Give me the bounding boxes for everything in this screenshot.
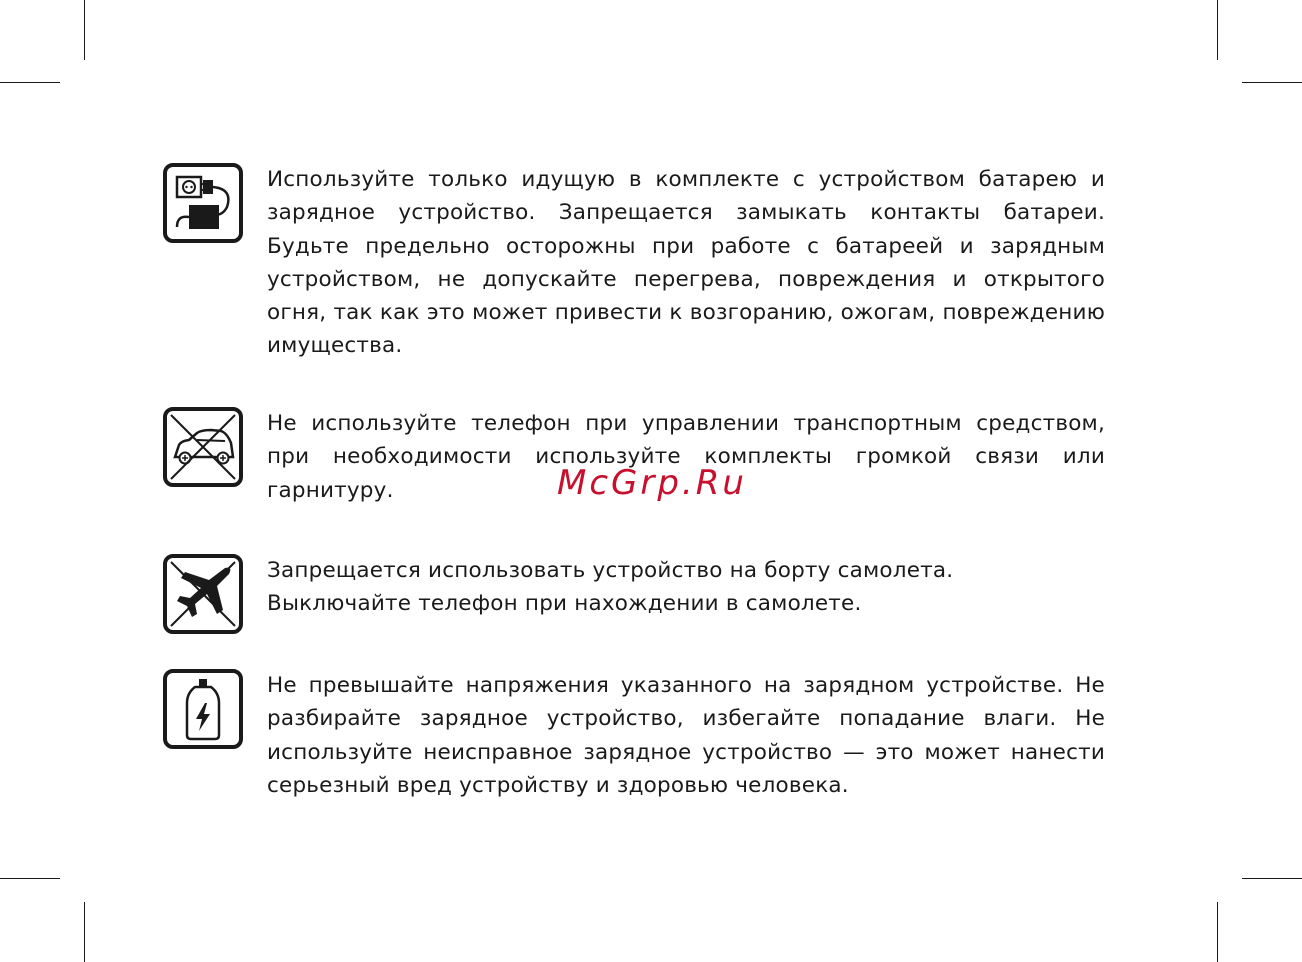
driving-warning-text: Не используйте телефон при управлении транспортным средством, при необходимости используйте комплекты громкой связи или гарнитуру. (267, 411, 1105, 503)
charger-voltage-icon (163, 669, 243, 749)
battery-warning-text: Используйте только идущую в комплекте с устройством батарею и зарядное устройство. Запрещается замыкать контакты батареи. Будьте предельно осторожны при работе с батареей и зарядным устройством, не допускайте перегрева, повреждения и открытого огня, так как это может привести к возгоранию, ожогам, повреждению имущества. (267, 167, 1105, 359)
crop-mark (1242, 878, 1302, 879)
no-driving-icon (163, 407, 243, 487)
safety-section-battery (163, 163, 1105, 363)
airplane-warning-line-2: Выключайте телефон при нахождении в самолете. (267, 591, 862, 617)
crop-mark (1242, 82, 1302, 83)
crop-mark (84, 902, 85, 962)
airplane-warning-text (267, 554, 1105, 621)
no-airplane-icon (163, 554, 243, 634)
crop-mark (1217, 902, 1218, 962)
safety-section-charger (163, 669, 1105, 798)
watermark: McGrp.Ru (557, 463, 747, 503)
crop-mark (84, 0, 85, 60)
crop-mark (0, 878, 60, 879)
crop-mark (1217, 0, 1218, 60)
airplane-warning-line-1: Запрещается использовать устройство на борту самолета. (267, 558, 954, 583)
charger-battery-icon (163, 163, 243, 243)
crop-mark (0, 82, 60, 83)
charger-warning-text: Не превышайте напряжения указанного на зарядном устройстве. Не разбирайте зарядное устройство, избегайте попадание влаги. Не используйте неисправное зарядное устройство — это может нанести серьезный вред устройству и здоровью человека. (267, 673, 1105, 798)
safety-section-airplane (163, 554, 1105, 636)
